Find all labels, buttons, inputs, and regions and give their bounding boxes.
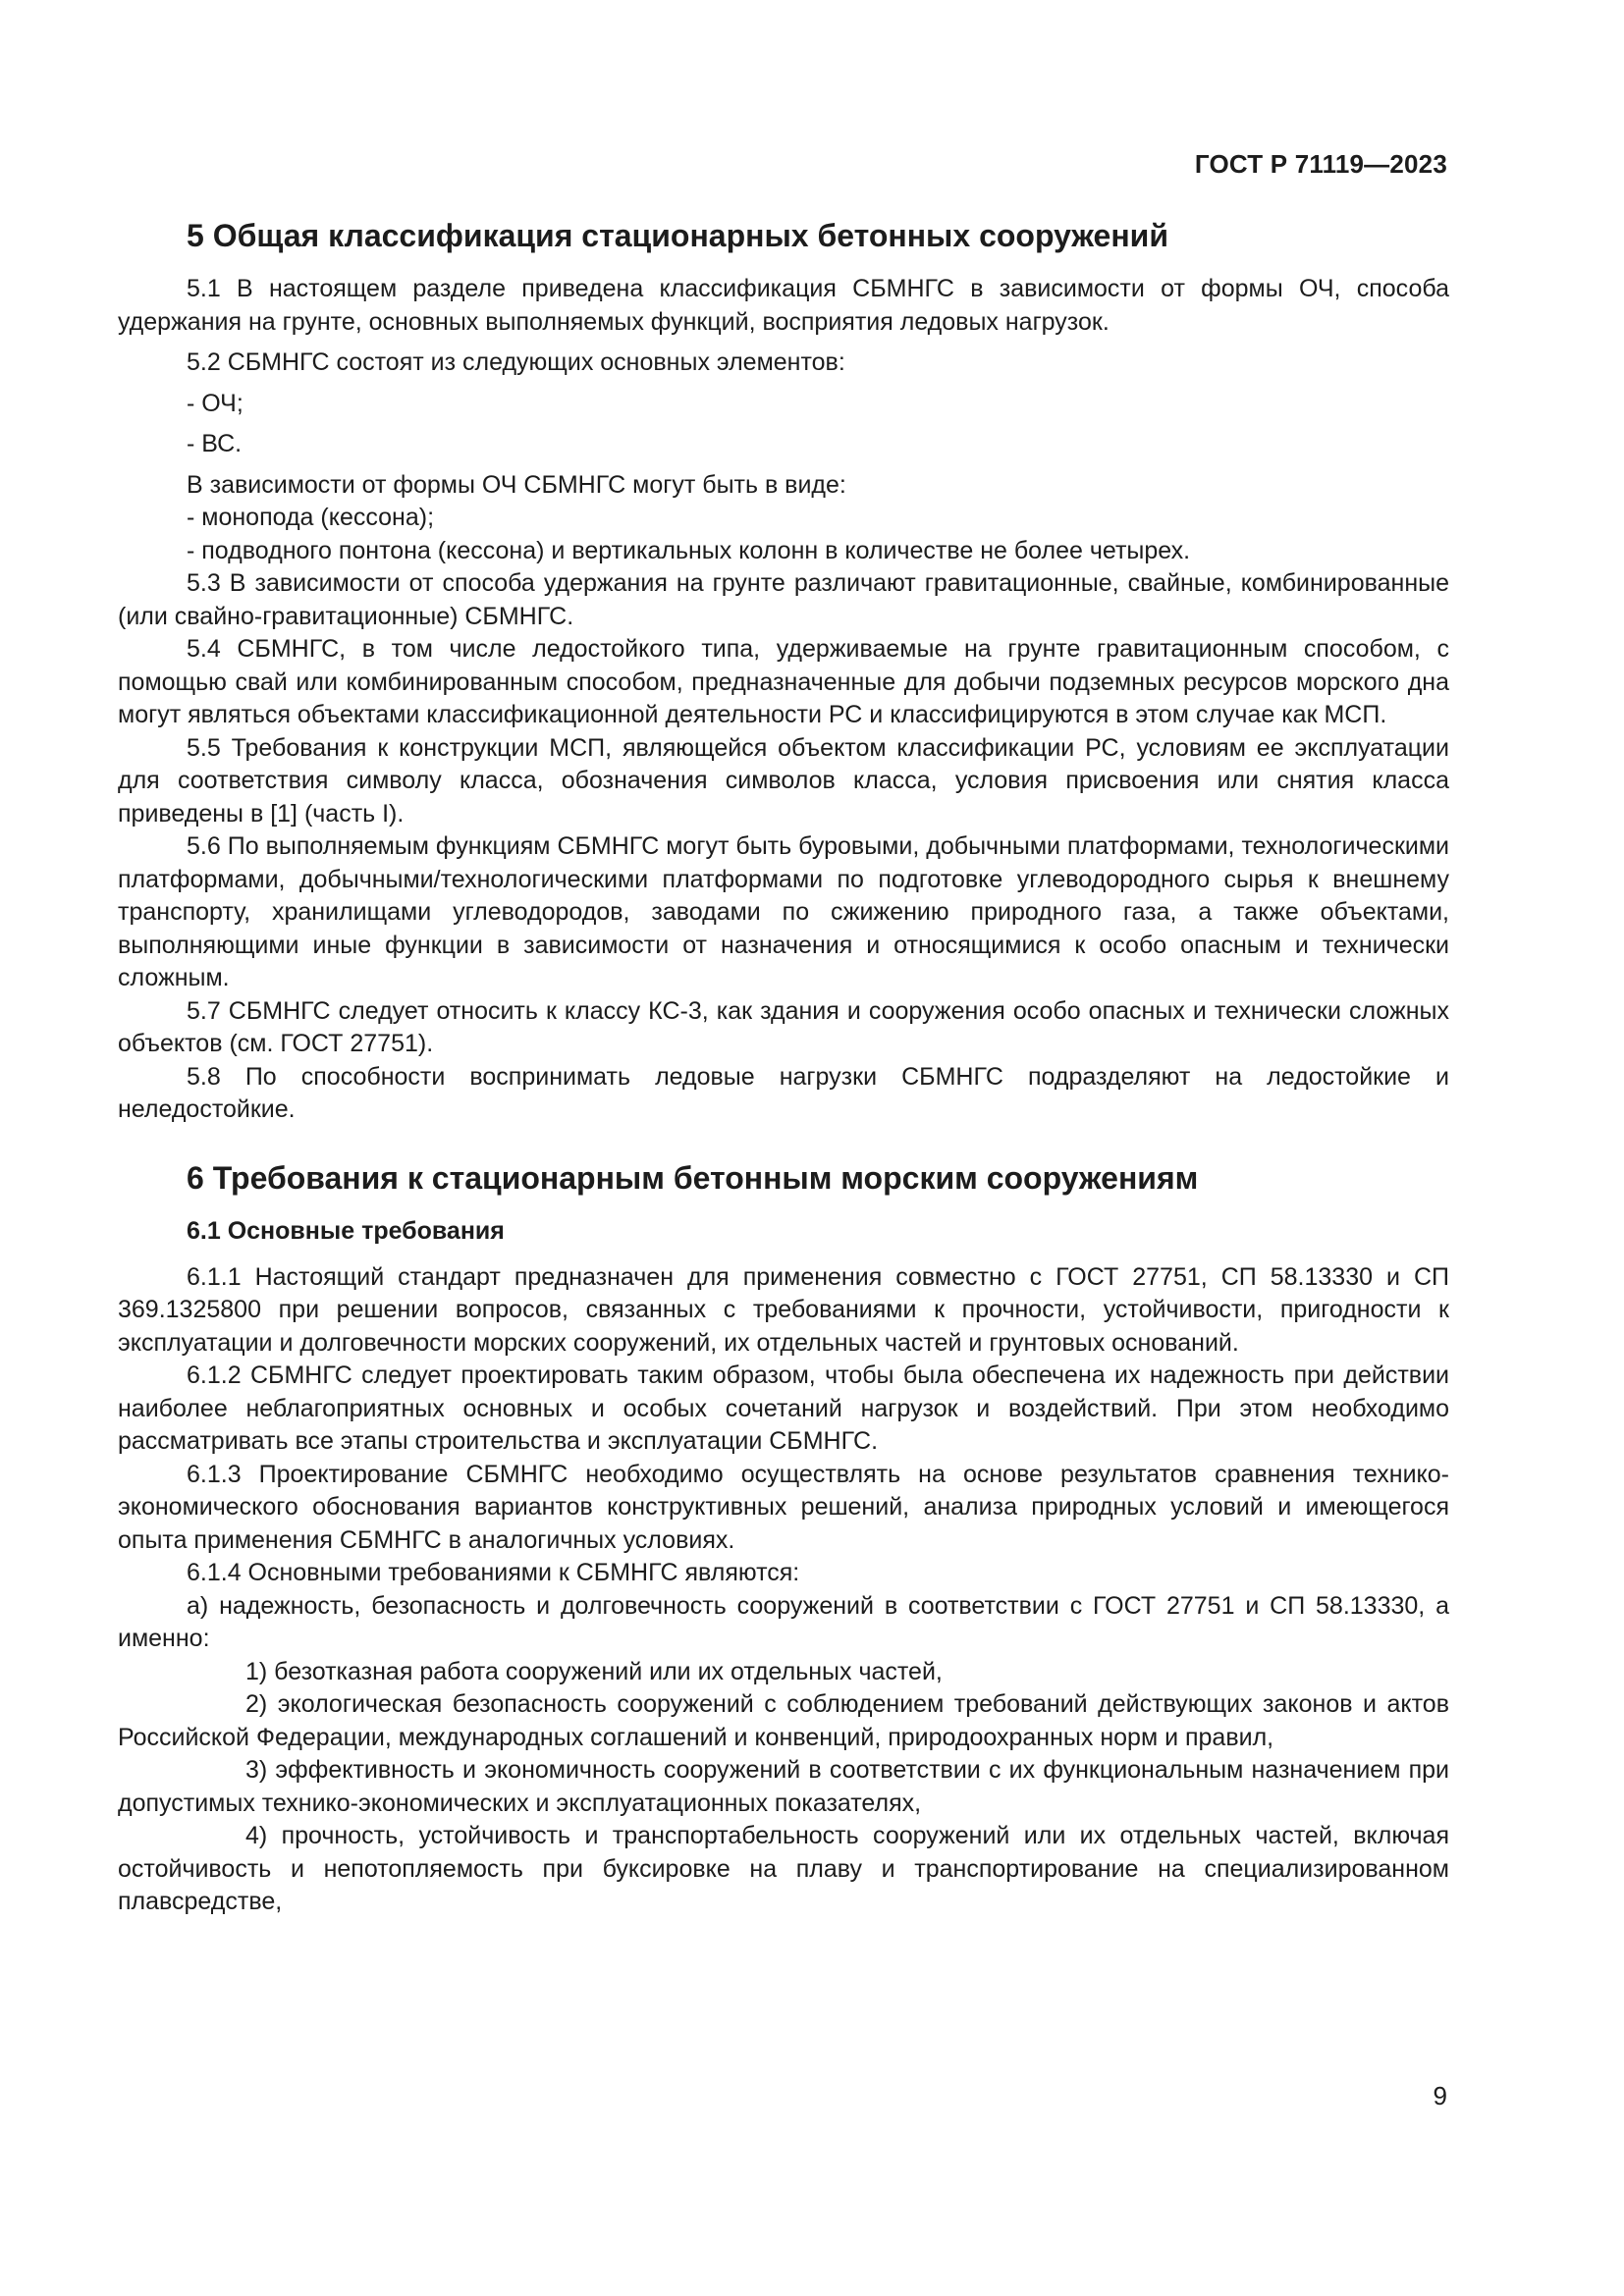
requirement-subitem: 4) прочность, устойчивость и транспортабельность сооружений или их отдельных частей, включая остойчивость и непотопляемость при буксировке на плаву и транспортирование на специализированном плавсредстве,	[118, 1822, 1449, 1915]
paragraph-5-5: 5.5 Требования к конструкции МСП, являющейся объектом классификации РС, условиям ее эксплуатации для соответствия символу класса, обозначения символов класса, условия присвоения или снятия класса приведены в [1] (часть I).	[118, 733, 1449, 828]
subsection-6-1-title: 6.1 Основные требования	[187, 1216, 505, 1245]
paragraph-5-7: 5.7 СБМНГС следует относить к классу КС-3, как здания и сооружения особо опасных и технически сложных объектов (см. ГОСТ 27751).	[118, 996, 1449, 1057]
shape-intro: В зависимости от формы ОЧ СБМНГС могут быть в виде:	[187, 470, 846, 499]
shape-item: - подводного понтона (кессона) и вертикальных колонн в количестве не более четырех.	[187, 536, 1191, 564]
shape-item: - монопода (кессона);	[187, 504, 435, 531]
requirement-subitem: 3) эффективность и экономичность сооружений в соответствии с их функциональным назначением при допустимых технико-экономических и эксплуатационных показателях,	[118, 1756, 1449, 1817]
page-content	[118, 216, 1449, 1919]
section-6-title: 6 Требования к стационарным бетонным морским сооружениям	[187, 1159, 1199, 1196]
paragraph-5-2: 5.2 СБМНГС состоят из следующих основных элементов:	[187, 348, 845, 376]
element-item: - ВС.	[187, 430, 243, 457]
requirement-subitem: 1) безотказная работа сооружений или их отдельных частей,	[245, 1657, 943, 1685]
element-item: - ОЧ;	[187, 389, 244, 417]
paragraph-6-1-2: 6.1.2 СБМНГС следует проектировать таким образом, чтобы была обеспечена их надежность при действии наиболее неблагоприятных основных и особых сочетаний нагрузок и воздействий. При этом необходимо рассматривать все этапы строительства и эксплуатации СБМНГС.	[118, 1362, 1449, 1455]
paragraph-5-3: 5.3 В зависимости от способа удержания на грунте различают гравитационные, свайные, комбинированные (или свайно-гравитационные) СБМНГС.	[118, 569, 1449, 630]
paragraph-5-1: 5.1 В настоящем разделе приведена классификация СБМНГС в зависимости от формы ОЧ, способа удержания на грунте, основных выполняемых функций, восприятия ледовых нагрузок.	[118, 275, 1449, 336]
section-5-title: 5 Общая классификация стационарных бетонных сооружений	[187, 218, 1168, 253]
requirement-subitem: 2) экологическая безопасность сооружений с соблюдением требований действующих законов и актов Российской Федерации, международных соглашений и конвенций, природоохранных норм и правил,	[118, 1690, 1449, 1751]
paragraph-6-1-1: 6.1.1 Настоящий стандарт предназначен для применения совместно с ГОСТ 27751, СП 58.13330 и СП 369.1325800 при решении вопросов, связанных с требованиями к прочности, устойчивости, пригодности к эксплуатации и долговечности морских сооружений, их отдельных частей и грунтовых оснований.	[118, 1262, 1449, 1357]
paragraph-5-8: 5.8 По способности воспринимать ледовые нагрузки СБМНГС подразделяют на ледостойкие и неледостойкие.	[118, 1062, 1449, 1123]
paragraph-6-1-3: 6.1.3 Проектирование СБМНГС необходимо осуществлять на основе результатов сравнения технико-экономического обоснования вариантов конструктивных решений, анализа природных условий и имеющегося опыта применения СБМНГС в аналогичных условиях.	[118, 1460, 1449, 1554]
paragraph-6-1-4: 6.1.4 Основными требованиями к СБМНГС являются:	[187, 1559, 800, 1586]
paragraph-5-4: 5.4 СБМНГС, в том числе ледостойкого типа, удерживаемые на грунте гравитационным способом, с помощью свай или комбинированным способом, предназначенные для добычи подземных ресурсов морского дна могут являться объектами классификационной деятельности РС и классифицируются в этом случае как МСП.	[118, 635, 1449, 728]
standard-header: ГОСТ Р 71119—2023	[1194, 149, 1447, 179]
page-number: 9	[1433, 2081, 1447, 2110]
requirement-item-a: а) надежность, безопасность и долговечность сооружений в соответствии с ГОСТ 27751 и СП 58.13330, а именно:	[118, 1591, 1449, 1652]
paragraph-5-6: 5.6 По выполняемым функциям СБМНГС могут быть буровыми, добычными платформами, технологическими платформами, добычными/технологическими платформами по подготовке углеводородного сырья к внешнему транспорту, хранилищами углеводородов, заводами по сжижению природного газа, а также объектами, выполняющими иные функции в зависимости от назначения и относящимися к особо опасным и технически сложным.	[118, 832, 1449, 991]
